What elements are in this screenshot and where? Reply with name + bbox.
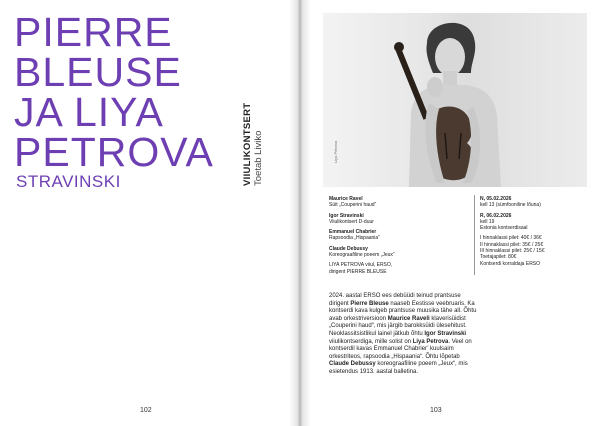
concert-date: N, 05.02.2026: [480, 196, 512, 202]
program-list: [329, 196, 469, 275]
concert-time: kell 19: [480, 218, 495, 225]
body-text-3: klaverisüidist „Couperini haud“, mis järgib barokksüidi ülesehitust. Neoklassitsistlikul lainel jätkub õhtu: [329, 315, 467, 337]
date-block: [480, 213, 590, 232]
composer-name: Emmanuel Chabrier: [329, 229, 377, 236]
body-bold-2: Maurice Raveli: [387, 315, 430, 322]
concert-dates: [480, 196, 590, 267]
program-item: [329, 196, 469, 209]
vertical-heading-title: VIIULIKONTSERT: [242, 102, 253, 186]
body-bold-4: Liya Petrova: [412, 338, 449, 345]
program-item: [329, 229, 469, 242]
composer-name: Igor Stravinski: [329, 212, 364, 219]
title-line-3: JA LIYA: [14, 89, 164, 135]
column-divider: [474, 195, 475, 275]
performers: [329, 262, 469, 275]
program-item: [329, 246, 469, 259]
concert-subtitle: STRAVINSKI: [16, 172, 121, 191]
body-text-4: viiulikontserdiga, mille solist on: [329, 338, 413, 345]
concert-title: [14, 9, 214, 175]
left-page: [0, 0, 298, 426]
concert-date: R, 06.02.2026: [480, 212, 512, 219]
body-bold-1: Pierre Bleuse: [350, 300, 389, 307]
photo-credit: Liya Petrova: [333, 140, 338, 163]
body-text-5: . Veel on kontserdil kavas Emmanuel Chabrier’ kuulsaim orkestriteos, rapsoodia „Hispaania“. Õhtu lõpetab: [329, 338, 472, 360]
work-title: Süit „Couperini haud“: [329, 202, 377, 209]
price-line: II hinnaklassi pilet: 35€ / 25€: [480, 241, 544, 248]
performers-line-2: dirigent PIERRE BLEUSE: [329, 268, 387, 275]
work-title: Koreograafiline poeem „Jeux“: [329, 252, 395, 259]
right-page: [302, 0, 600, 426]
program-item: [329, 213, 469, 226]
composer-name: Maurice Ravel: [329, 196, 363, 202]
composer-name: Claude Debussy: [329, 245, 368, 252]
performers-line-1: LIYA PETROVA viiul, ERSO,: [329, 262, 393, 269]
article-body: [329, 293, 477, 377]
ticket-prices: [480, 235, 590, 266]
date-block: [480, 196, 590, 209]
price-line: I hinnaklassi pilet: 40€ / 36€: [480, 235, 542, 242]
title-line-1: PIERRE: [14, 9, 173, 55]
price-line: Toetajapilet: 80€: [480, 254, 517, 261]
body-bold-5: Claude Debussy: [329, 361, 376, 368]
title-line-2: BLEUSE: [14, 49, 182, 95]
price-line: III hinnaklassi pilet: 25€ / 15€: [480, 248, 545, 255]
vertical-heading: [242, 91, 274, 186]
body-text-2: naaseb Eestisse veebruaris. Ka kontserdi kava kulgeb prantsuse muusika tähe all. Õhtu avab orkestriversioon: [329, 300, 477, 322]
body-text-1: 2024. aastal ERSO ees debüüdi teinud prantsuse dirigent: [329, 293, 461, 307]
book-gutter: [289, 0, 311, 426]
body-bold-3: Igor Stravinski: [424, 330, 467, 337]
organizer-line: Kontserdi korraldaja ERSO: [480, 260, 541, 267]
title-line-4: PETROVA: [14, 129, 214, 175]
violinist-photo: [323, 13, 587, 187]
work-title: Rapsoodia „Hispaania“: [329, 235, 380, 242]
work-title: Viiulikontsert D-duur: [329, 218, 374, 225]
page-number-right: 103: [430, 407, 442, 414]
vertical-heading-sponsor: Toetab Liviko: [253, 130, 264, 186]
concert-venue: Estonia kontserdisaal: [480, 225, 528, 232]
violinist-illustration: [323, 13, 587, 187]
page-number-left: 102: [140, 407, 152, 414]
concert-time: kell 13 (sümfooniline lõuna): [480, 202, 541, 209]
body-text-6: koreograafiline poeem „Jeux“, mis esietendus 1913. aastal balletina.: [329, 361, 468, 375]
